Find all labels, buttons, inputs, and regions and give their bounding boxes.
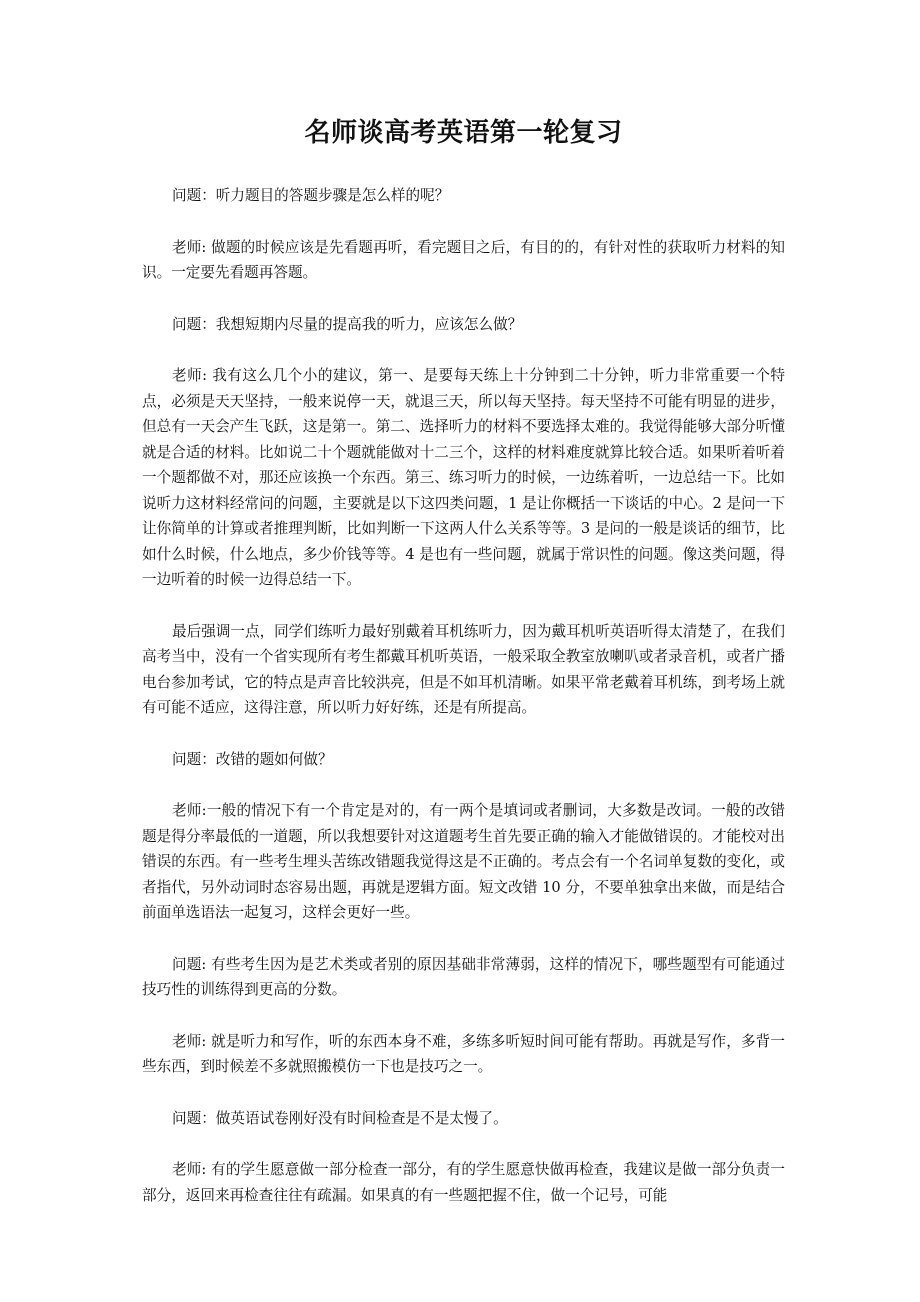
document-title: 名师谈高考英语第一轮复习 [304,118,623,148]
paragraph-answer-2: 老师: 我有这么几个小的建议，第一、是要每天练上十分钟到二十分钟，听力非常重要一个特点，必须是天天坚持，一般来说停一天，就退三天，所以每天坚持。每天坚持不可能有明显的进步，但总有一天会产生飞跃，这是第一。第二、选择听力的材料不要选择太难的。我觉得能够大部分听懂就是合适的材料。比如说二十个题就能做对十二三个，这样的材料难度就算比较合适。如果听着听着一个题都做不对，那还应该换一个东西。第三、练习听力的时候，一边练着听，一边总结一下。比如说听力这材料经常问的问题，主要就是以下这四类问题，1 是让你概括一下谈话的中心。2 是问一下让你简单的计算或者推理判断，比如判断一下这两人什么关系等等。3 是问的一般是谈话的细节，比如什么时候，什么地点，多少价钱等等。4 是也有一些问题，就属于常识性的问题。像这类问题，得一边听着的时候一边得总结一下。 [142,367,785,588]
document-page [142,112,785,1234]
paragraph-answer-2-continued: 最后强调一点，同学们练听力最好别戴着耳机练听力，因为戴耳机听英语听得太清楚了，在我们高考当中，没有一个省实现所有考生都戴耳机听英语，一般采取全教室放喇叭或者录音机，或者广播电台参加考试，它的特点是声音比较洪亮，但是不如耳机清晰。如果平常老戴着耳机练，到考场上就有可能不适应，这得注意，所以听力好好练，还是有所提高。 [142,622,785,716]
paragraph-answer-4: 老师: 就是听力和写作，听的东西本身不难，多练多听短时间可能有帮助。再就是写作，多背一些东西，到时候差不多就照搬模仿一下也是技巧之一。 [142,1032,785,1075]
paragraph-question-2: 问题：我想短期内尽量的提高我的听力，应该怎么做？ [172,315,523,333]
paragraph-question-3: 问题：改错的题如何做？ [172,750,333,768]
paragraph-question-4: 问题: 有些考生因为是艺术类或者别的原因基础非常薄弱，这样的情况下，哪些题型有可能通过技巧性的训练得到更高的分数。 [142,955,785,998]
paragraph-answer-1: 老师: 做题的时候应该是先看题再听，看完题目之后，有目的的，有针对性的获取听力材料的知识。一定要先看题再答题。 [142,238,785,281]
paragraph-answer-3: 老师:一般的情况下有一个肯定是对的，有一两个是填词或者删词，大多数是改词。一般的改错题是得分率最低的一道题，所以我想要针对这道题考生首先要正确的输入才能做错误的。才能校对出错误的东西。有一些考生埋头苦练改错题我觉得这是不正确的。考点会有一个名词单复数的变化，或者指代，另外动词时态容易出题，再就是逻辑方面。短文改错 10 分，不要单独拿出来做，而是结合前面单选语法一起复习，这样会更好一些。 [142,802,785,921]
paragraph-question-1: 问题：听力题目的答题步骤是怎么样的呢？ [172,187,450,204]
paragraph-answer-5: 老师: 有的学生愿意做一部分检查一部分，有的学生愿意快做再检查，我建议是做一部分负责一部分，返回来再检查往往有疏漏。如果真的有一些题把握不住，做一个记号，可能 [142,1161,785,1204]
paragraph-question-5: 问题：做英语试卷刚好没有时间检查是不是太慢了。 [172,1109,508,1127]
